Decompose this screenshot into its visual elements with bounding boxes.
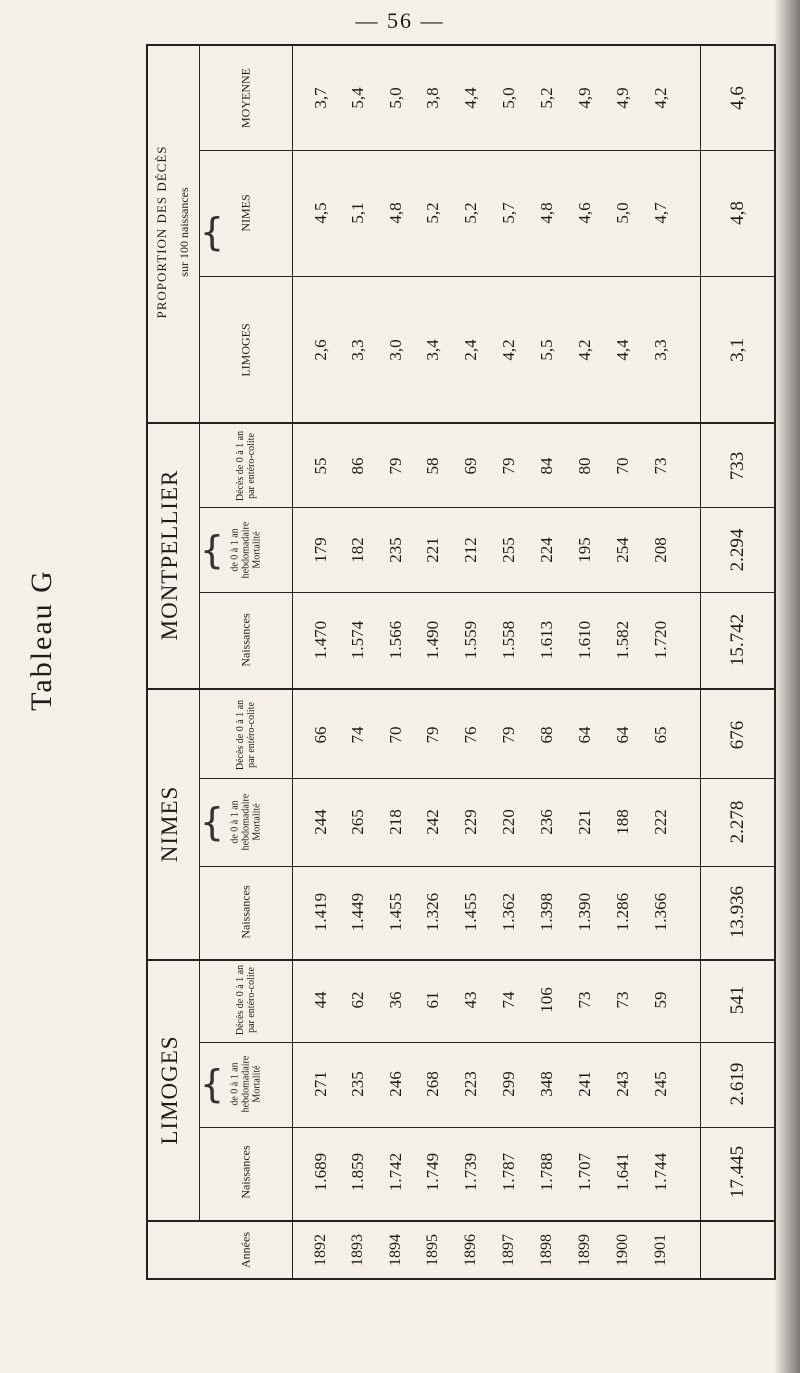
montpellier-deces-cell: 80 [575,457,594,475]
nimes-naissances-cell: 1.326 [423,892,442,932]
limoges-prop-cell: 4,4 [613,339,632,361]
moyenne-cell: 4,9 [613,87,632,109]
nimes-naissances-cell: 1.366 [651,892,670,932]
header-naissances-nimes: Naissances [238,885,253,939]
nimes-mortalite-total: 2.278 [727,800,748,844]
nimes-naissances-total: 13.936 [727,885,748,939]
moyenne-cell: 5,2 [537,87,556,109]
nimes-deces-cell: 70 [386,726,405,744]
limoges-prop-cell: 3,3 [651,339,670,361]
limoges-mortalite-cell: 245 [651,1071,670,1097]
limoges-mortalite-cell: 241 [575,1071,594,1097]
montpellier-deces-cell: 69 [461,457,480,475]
group-limoges: LIMOGES [157,1035,182,1145]
nimes-mortalite-cell: 222 [651,809,670,835]
montpellier-mortalite-cell: 235 [386,537,405,563]
limoges-naissances-cell: 1.749 [423,1152,442,1192]
divider-sub [200,276,776,277]
montpellier-mortalite-cell: 255 [499,537,518,563]
divider-proportion-montpellier [146,422,776,424]
header-mortalite-montpellier: de 0 à 1 an hebdomadaire Mortalité [229,521,263,579]
years-cell: 1901 [652,1234,669,1266]
brace-nimes: { [199,800,225,844]
years-cell: 1892 [312,1234,329,1266]
header-naissances-montpellier: Naissances [238,613,253,667]
montpellier-naissances-cell: 1.490 [423,620,442,660]
divider-sub [200,150,776,151]
limoges-prop-total: 3,1 [727,338,748,362]
montpellier-naissances-total: 15.742 [727,613,748,667]
header-mortalite-nimes: de 0 à 1 an hebdomadaire Mortalité [229,793,263,851]
header-deces-nimes: Décès de 0 à 1 an par entéro-colite [235,699,257,771]
nimes-deces-cell: 76 [461,726,480,744]
moyenne-cell: 3,8 [423,87,442,109]
montpellier-mortalite-cell: 208 [651,537,670,563]
limoges-prop-cell: 2,4 [461,339,480,361]
nimes-mortalite-cell: 229 [461,809,480,835]
header-deces-montpellier: Décès de 0 à 1 an par entéro-colite [235,430,257,502]
nimes-prop-cell: 5,2 [461,202,480,224]
years-cell: 1899 [576,1234,593,1266]
montpellier-naissances-cell: 1.582 [613,620,632,660]
nimes-prop-cell: 4,8 [386,202,405,224]
nimes-deces-cell: 79 [499,726,518,744]
moyenne-cell: 3,7 [311,87,330,109]
divider-sub [200,592,776,593]
nimes-prop-cell: 4,6 [575,202,594,224]
nimes-naissances-cell: 1.455 [461,892,480,932]
limoges-mortalite-cell: 246 [386,1071,405,1097]
nimes-prop-cell: 5,2 [423,202,442,224]
limoges-prop-cell: 3,0 [386,339,405,361]
nimes-prop-cell: 4,8 [537,202,556,224]
years-cell: 1893 [349,1234,366,1266]
limoges-naissances-cell: 1.689 [311,1152,330,1192]
nimes-deces-cell: 74 [348,726,367,744]
nimes-prop-total: 4,8 [727,201,748,225]
page-edge-shadow [774,0,800,1373]
montpellier-naissances-cell: 1.559 [461,620,480,660]
divider-header-col [292,44,293,1280]
limoges-mortalite-cell: 271 [311,1071,330,1097]
limoges-prop-cell: 4,2 [575,339,594,361]
years-cell: 1894 [387,1234,404,1266]
divider-sub [200,1042,776,1043]
brace-limoges: { [199,1062,225,1106]
nimes-prop-cell: 5,7 [499,202,518,224]
limoges-deces-cell: 61 [423,991,442,1009]
nimes-deces-total: 676 [727,720,748,750]
limoges-deces-cell: 36 [386,991,405,1009]
moyenne-cell: 4,2 [651,87,670,109]
limoges-mortalite-cell: 299 [499,1071,518,1097]
limoges-prop-cell: 4,2 [499,339,518,361]
group-proportion [153,145,171,318]
header-moyenne: MOYENNE [238,68,253,128]
limoges-mortalite-cell: 268 [423,1071,442,1097]
limoges-prop-cell: 2,6 [311,339,330,361]
montpellier-naissances-cell: 1.566 [386,620,405,660]
moyenne-total: 4,6 [727,86,748,110]
years-cell: 1895 [424,1234,441,1266]
years-cell: 1896 [462,1234,479,1266]
moyenne-cell: 5,0 [499,87,518,109]
montpellier-deces-cell: 73 [651,457,670,475]
years-cell: 1900 [614,1234,631,1266]
limoges-prop-cell: 3,3 [348,339,367,361]
nimes-naissances-cell: 1.398 [537,892,556,932]
divider-limoges-years [146,1220,776,1222]
limoges-prop-cell: 5,5 [537,339,556,361]
group-nimes: NIMES [157,785,182,863]
nimes-deces-cell: 64 [575,726,594,744]
nimes-naissances-cell: 1.449 [348,892,367,932]
years-cell: 1898 [538,1234,555,1266]
nimes-naissances-cell: 1.419 [311,892,330,932]
limoges-naissances-cell: 1.744 [651,1152,670,1192]
limoges-deces-total: 541 [727,985,748,1015]
limoges-deces-cell: 106 [537,987,556,1013]
montpellier-mortalite-cell: 179 [311,537,330,563]
montpellier-deces-cell: 84 [537,457,556,475]
montpellier-deces-total: 733 [727,451,748,481]
limoges-deces-cell: 43 [461,991,480,1009]
nimes-prop-cell: 4,7 [651,202,670,224]
group-montpellier: MONTPELLIER [157,469,182,641]
nimes-mortalite-cell: 220 [499,809,518,835]
divider-nimes-limoges [146,959,776,961]
limoges-mortalite-cell: 223 [461,1071,480,1097]
limoges-deces-cell: 62 [348,991,367,1009]
divider-sub [200,1127,776,1128]
page-number: — 56 — [355,8,445,33]
montpellier-deces-cell: 58 [423,457,442,475]
limoges-naissances-cell: 1.788 [537,1152,556,1192]
nimes-mortalite-cell: 218 [386,809,405,835]
brace-proportion: { [199,210,225,254]
montpellier-naissances-cell: 1.613 [537,620,556,660]
limoges-mortalite-total: 2.619 [727,1062,748,1106]
montpellier-mortalite-cell: 221 [423,537,442,563]
montpellier-mortalite-total: 2.294 [727,528,748,572]
nimes-naissances-cell: 1.286 [613,892,632,932]
limoges-naissances-cell: 1.787 [499,1152,518,1192]
nimes-naissances-cell: 1.362 [499,892,518,932]
brace-montpellier: { [199,528,225,572]
montpellier-naissances-cell: 1.574 [348,620,367,660]
montpellier-deces-cell: 79 [386,457,405,475]
header-limoges: LIMOGES [238,323,253,377]
montpellier-mortalite-cell: 224 [537,537,556,563]
nimes-mortalite-cell: 221 [575,809,594,835]
divider-total-col [700,44,701,1280]
moyenne-cell: 5,0 [386,87,405,109]
montpellier-naissances-cell: 1.610 [575,620,594,660]
montpellier-mortalite-cell: 254 [613,537,632,563]
nimes-mortalite-cell: 242 [423,809,442,835]
divider-sub [200,778,776,779]
nimes-mortalite-cell: 244 [311,809,330,835]
nimes-deces-cell: 64 [613,726,632,744]
nimes-naissances-cell: 1.390 [575,892,594,932]
montpellier-naissances-cell: 1.470 [311,620,330,660]
montpellier-deces-cell: 86 [348,457,367,475]
montpellier-deces-cell: 70 [613,457,632,475]
header-annees: Années [238,1232,253,1268]
nimes-deces-cell: 68 [537,726,556,744]
nimes-mortalite-cell: 188 [613,809,632,835]
montpellier-deces-cell: 55 [311,457,330,475]
nimes-deces-cell: 66 [311,726,330,744]
nimes-mortalite-cell: 265 [348,809,367,835]
limoges-deces-cell: 74 [499,991,518,1009]
divider-sub [200,507,776,508]
nimes-prop-cell: 5,1 [348,202,367,224]
moyenne-cell: 5,4 [348,87,367,109]
nimes-deces-cell: 65 [651,726,670,744]
limoges-mortalite-cell: 243 [613,1071,632,1097]
header-deces-limoges: Décès de 0 à 1 an par entéro-colite [235,964,257,1036]
limoges-naissances-cell: 1.641 [613,1152,632,1192]
moyenne-cell: 4,9 [575,87,594,109]
nimes-prop-cell: 4,5 [311,202,330,224]
header-mortalite-limoges: de 0 à 1 an hebdomadaire Mortalité [229,1055,263,1113]
montpellier-mortalite-cell: 212 [461,537,480,563]
nimes-deces-cell: 79 [423,726,442,744]
divider-sub [200,866,776,867]
montpellier-deces-cell: 79 [499,457,518,475]
montpellier-naissances-cell: 1.720 [651,620,670,660]
header-nimes: NIMES [238,194,253,232]
montpellier-mortalite-cell: 195 [575,537,594,563]
limoges-naissances-cell: 1.739 [461,1152,480,1192]
nimes-mortalite-cell: 236 [537,809,556,835]
years-cell: 1897 [500,1234,517,1266]
limoges-mortalite-cell: 348 [537,1071,556,1097]
limoges-deces-cell: 73 [613,991,632,1009]
table-title: Tableau G [25,569,58,711]
montpellier-naissances-cell: 1.558 [499,620,518,660]
limoges-naissances-total: 17.445 [727,1145,748,1199]
group-proportion-title: PROPORTION DES DÉCÈS [154,145,169,319]
nimes-naissances-cell: 1.455 [386,892,405,932]
limoges-prop-cell: 3,4 [423,339,442,361]
montpellier-mortalite-cell: 182 [348,537,367,563]
divider-montpellier-nimes [146,688,776,690]
limoges-naissances-cell: 1.742 [386,1152,405,1192]
header-naissances-limoges: Naissances [238,1145,253,1199]
limoges-naissances-cell: 1.707 [575,1152,594,1192]
limoges-deces-cell: 44 [311,991,330,1009]
limoges-mortalite-cell: 235 [348,1071,367,1097]
limoges-deces-cell: 73 [575,991,594,1009]
group-proportion-sub: sur 100 naissances [177,187,191,277]
limoges-naissances-cell: 1.859 [348,1152,367,1192]
moyenne-cell: 4,4 [461,87,480,109]
nimes-prop-cell: 5,0 [613,202,632,224]
limoges-deces-cell: 59 [651,991,670,1009]
